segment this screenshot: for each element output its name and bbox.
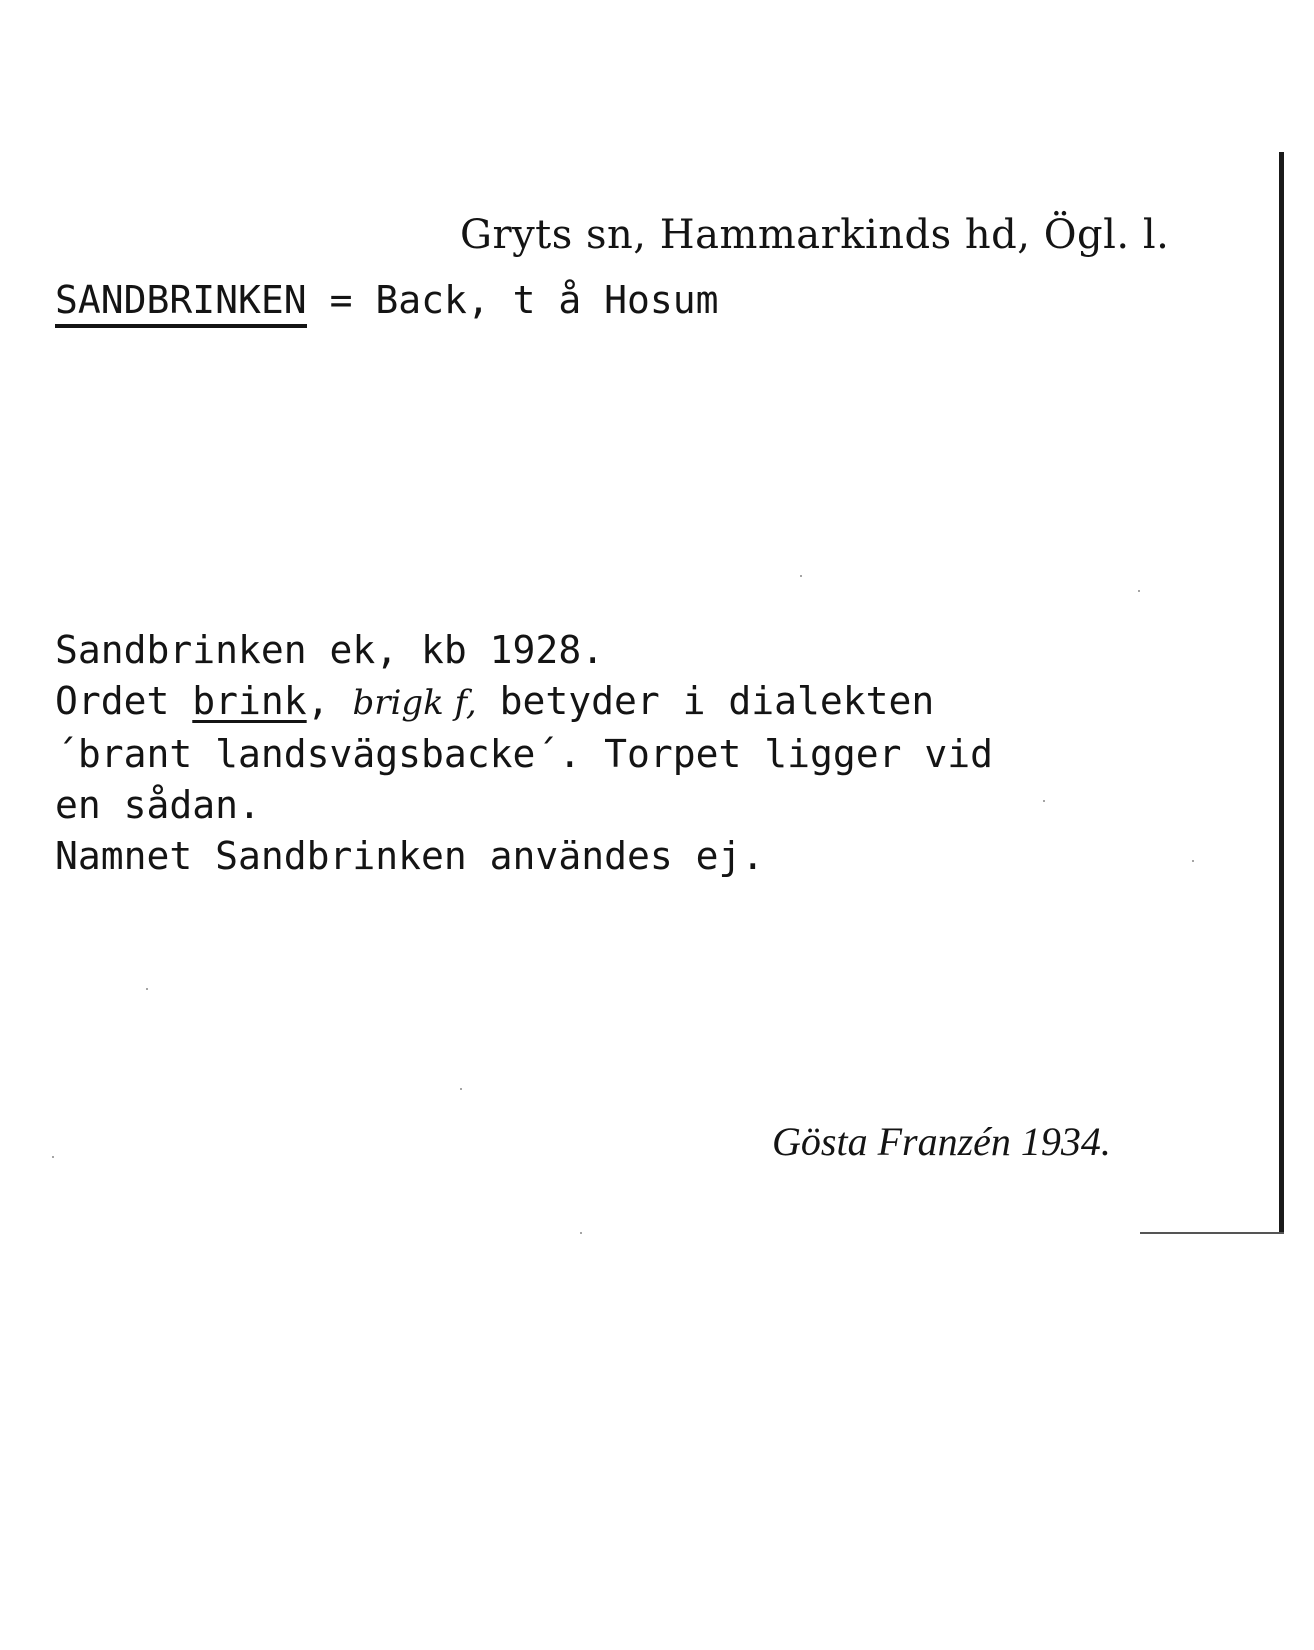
entry-body — [55, 625, 993, 882]
scan-speck — [1192, 860, 1194, 862]
location-header: Gryts sn, Hammarkinds hd, Ögl. l. — [460, 212, 1170, 258]
card-bottom-edge — [1140, 1232, 1284, 1234]
scan-speck — [52, 1156, 54, 1158]
line2-suffix: betyder i dialekten — [476, 679, 935, 723]
scan-speck — [460, 1088, 462, 1090]
signature: Gösta Franzén 1934. — [772, 1119, 1111, 1164]
body-line-4: en sådan. — [55, 783, 261, 827]
handwritten-annotation: brigk f, — [352, 683, 477, 723]
entry-headline — [55, 278, 719, 328]
scan-speck — [800, 575, 802, 577]
body-line-2 — [55, 676, 993, 729]
card-right-edge — [1279, 152, 1284, 1232]
body-line-5: Namnet Sandbrinken användes ej. — [55, 834, 765, 878]
line2-comma: , — [306, 679, 353, 723]
definition: = Back, t å Hosum — [329, 278, 719, 322]
scan-speck — [1043, 800, 1045, 802]
scan-speck — [1138, 590, 1140, 592]
underlined-word: brink — [192, 679, 307, 723]
scan-speck — [580, 1232, 582, 1234]
line2-prefix: Ordet — [55, 679, 193, 723]
body-line-3: ´brant landsvägsbacke´. Torpet ligger vid — [55, 732, 993, 776]
body-line-1: Sandbrinken ek, kb 1928. — [55, 628, 605, 672]
headword: SANDBRINKEN — [55, 278, 307, 328]
scan-speck — [146, 988, 148, 990]
